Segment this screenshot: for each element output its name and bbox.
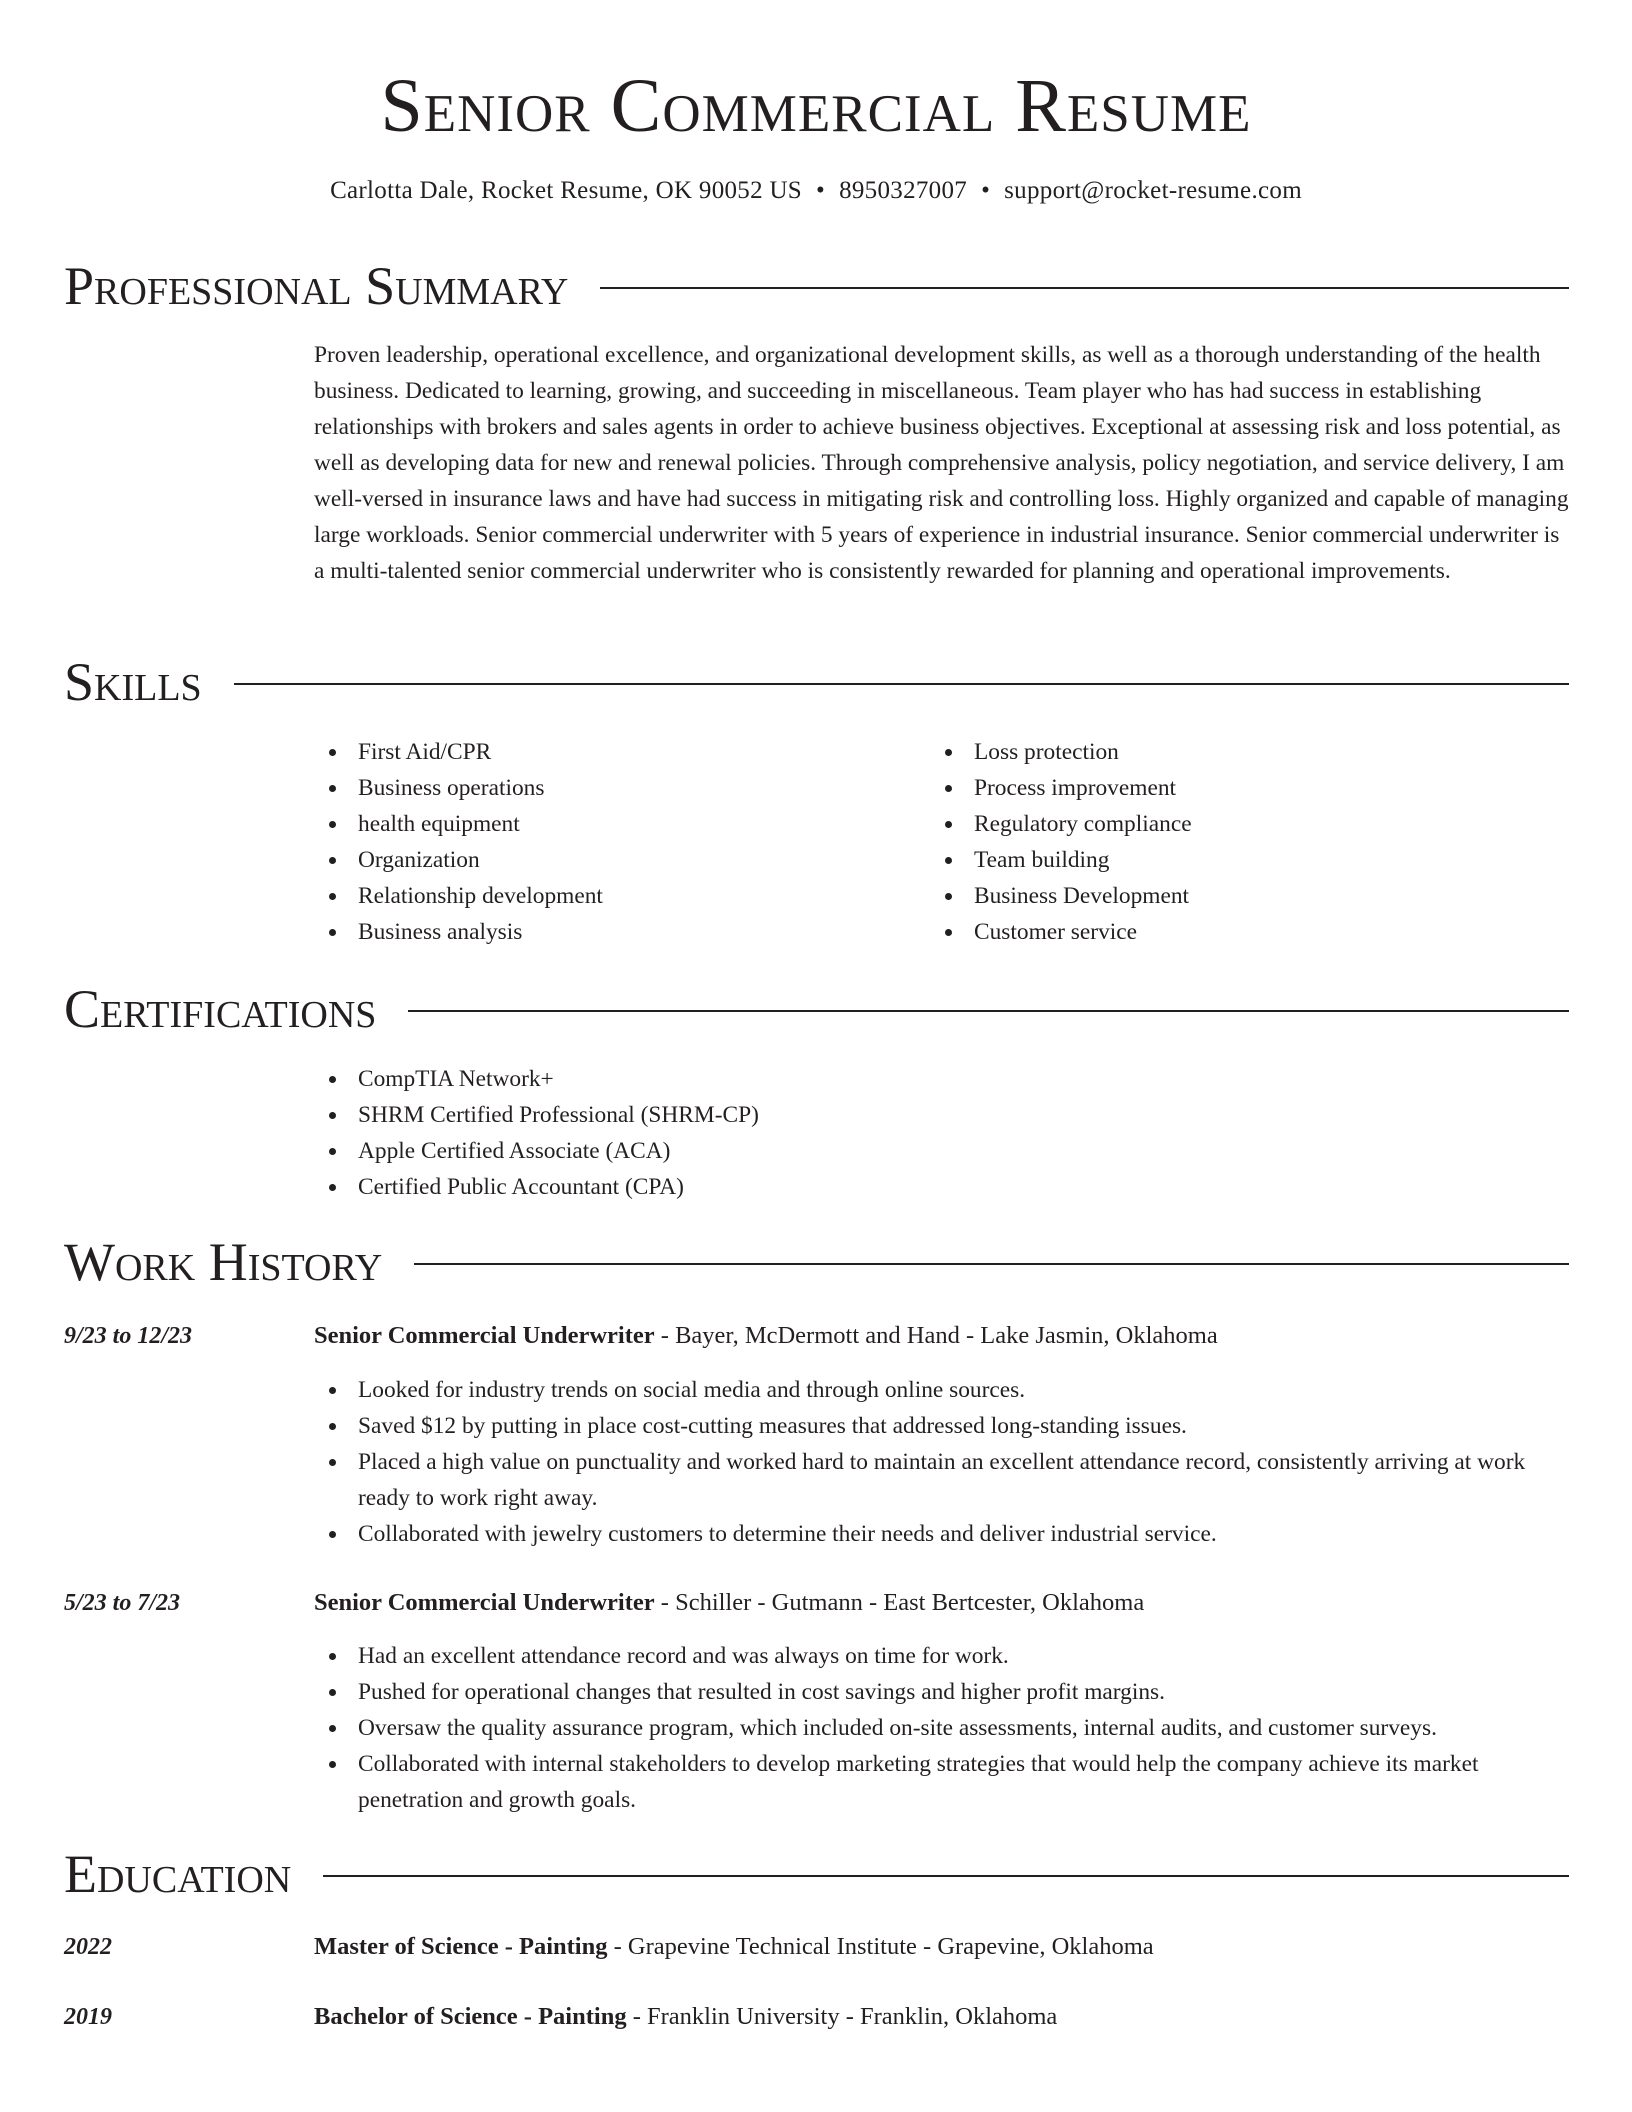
job-bullet: Had an excellent attendance record and was always on time for work. bbox=[314, 1638, 1569, 1674]
section-divider bbox=[408, 1010, 1569, 1012]
skill-item: Relationship development bbox=[314, 878, 914, 914]
section-divider bbox=[600, 287, 1569, 289]
education-degree: Master of Science - Painting bbox=[314, 1933, 608, 1960]
section-title-work-history: Work History bbox=[64, 1232, 383, 1292]
skills-list-left bbox=[314, 734, 914, 950]
skill-item: Process improvement bbox=[930, 770, 1550, 806]
contact-line bbox=[0, 173, 1632, 209]
resume-title: Senior Commercial Resume bbox=[380, 64, 1252, 148]
education-heading bbox=[314, 1929, 1569, 1965]
contact-address: Carlotta Dale, Rocket Resume, OK 90052 US bbox=[330, 177, 803, 204]
certification-item: Apple Certified Associate (ACA) bbox=[314, 1133, 1569, 1169]
job-employer: - Schiller - Gutmann - East Bertcester, Oklahoma bbox=[654, 1589, 1145, 1616]
job-bullet: Collaborated with jewelry customers to determine their needs and deliver industrial service. bbox=[314, 1516, 1569, 1552]
education-year: 2022 bbox=[64, 1934, 112, 1960]
job-title: Senior Commercial Underwriter bbox=[314, 1322, 655, 1349]
skill-item: Organization bbox=[314, 842, 914, 878]
certifications-list bbox=[314, 1061, 1569, 1205]
skill-item: Team building bbox=[930, 842, 1550, 878]
job-heading bbox=[314, 1585, 1569, 1621]
skill-item: First Aid/CPR bbox=[314, 734, 914, 770]
education-year: 2019 bbox=[64, 2004, 112, 2030]
education-heading bbox=[314, 1999, 1569, 2035]
job-bullet: Saved $12 by putting in place cost-cutting measures that addressed long-standing issues. bbox=[314, 1408, 1569, 1444]
section-title-certifications: Certifications bbox=[64, 979, 377, 1039]
job-bullet: Collaborated with internal stakeholders to develop marketing strategies that would help the company achieve its market penetration and growth goals. bbox=[314, 1746, 1569, 1818]
job-bullet: Looked for industry trends on social media and through online sources. bbox=[314, 1372, 1569, 1408]
job-bullet: Oversaw the quality assurance program, which included on-site assessments, internal audits, and customer surveys. bbox=[314, 1710, 1569, 1746]
job-title: Senior Commercial Underwriter bbox=[314, 1589, 655, 1616]
section-header-skills bbox=[64, 650, 1569, 714]
contact-separator: • bbox=[981, 177, 991, 204]
skill-item: Business Development bbox=[930, 878, 1550, 914]
section-header-education bbox=[64, 1842, 1569, 1906]
job-dates: 9/23 to 12/23 bbox=[64, 1323, 193, 1349]
section-divider bbox=[234, 683, 1569, 685]
skill-item: Business analysis bbox=[314, 914, 914, 950]
job-bullet: Pushed for operational changes that resulted in cost savings and higher profit margins. bbox=[314, 1674, 1569, 1710]
job-bullets bbox=[314, 1638, 1569, 1818]
education-school: - Grapevine Technical Institute - Grapevine, Oklahoma bbox=[607, 1933, 1154, 1960]
job-heading bbox=[314, 1318, 1569, 1354]
summary-text: Proven leadership, operational excellence, and organizational development skills, as well as a thorough understanding of the health business. Dedicated to learning, growing, and succeeding in miscellaneous. Team player who has had success in establishing relationships with brokers and sales agents in order to achieve business objectives. Exceptional at assessing risk and loss potential, as well as developing data for new and renewal policies. Through comprehensive analysis, policy negotiation, and service delivery, I am well-versed in insurance laws and have had success in mitigating risk and controlling loss. Highly organized and capable of managing large workloads. Senior commercial underwriter with 5 years of experience in industrial insurance. Senior commercial underwriter is a multi-talented senior commercial underwriter who is consistently rewarded for planning and operational improvements. bbox=[314, 342, 1569, 584]
job-bullets bbox=[314, 1372, 1569, 1552]
skill-item: Customer service bbox=[930, 914, 1550, 950]
skill-item: Business operations bbox=[314, 770, 914, 806]
skill-item: Regulatory compliance bbox=[930, 806, 1550, 842]
education-school: - Franklin University - Franklin, Oklahoma bbox=[626, 2003, 1058, 2030]
contact-phone: 8950327007 bbox=[839, 177, 968, 204]
section-header-summary bbox=[64, 254, 1569, 318]
job-dates: 5/23 to 7/23 bbox=[64, 1590, 181, 1616]
job-employer: - Bayer, McDermott and Hand - Lake Jasmin, Oklahoma bbox=[654, 1322, 1218, 1349]
section-title-skills: Skills bbox=[64, 652, 202, 712]
section-divider bbox=[323, 1875, 1569, 1877]
section-title-education: Education bbox=[64, 1844, 292, 1904]
section-title-summary: Professional Summary bbox=[64, 256, 569, 316]
skills-list-right bbox=[930, 734, 1550, 950]
skill-item: Loss protection bbox=[930, 734, 1550, 770]
job-bullet: Placed a high value on punctuality and worked hard to maintain an excellent attendance record, consistently arriving at work ready to work right away. bbox=[314, 1444, 1569, 1516]
contact-email: support@rocket-resume.com bbox=[1004, 177, 1302, 204]
section-divider bbox=[414, 1263, 1569, 1265]
section-header-work-history bbox=[64, 1230, 1569, 1294]
certification-item: CompTIA Network+ bbox=[314, 1061, 1569, 1097]
skill-item: health equipment bbox=[314, 806, 914, 842]
contact-separator: • bbox=[816, 177, 826, 204]
education-degree: Bachelor of Science - Painting bbox=[314, 2003, 627, 2030]
certification-item: SHRM Certified Professional (SHRM-CP) bbox=[314, 1097, 1569, 1133]
section-header-certifications bbox=[64, 977, 1569, 1041]
certification-item: Certified Public Accountant (CPA) bbox=[314, 1169, 1569, 1205]
